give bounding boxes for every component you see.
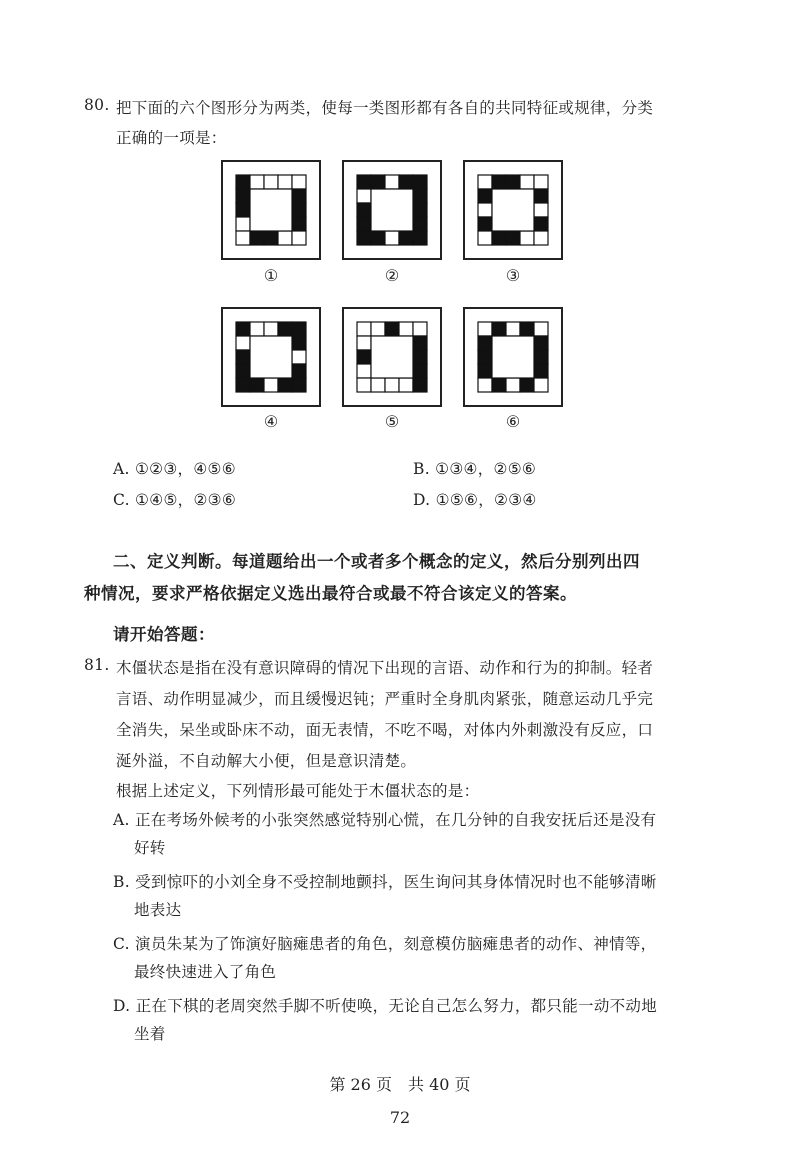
figure-2-cell [413,175,427,189]
figure-5-cell [413,364,427,378]
section2-start: 请开始答题： [113,625,215,644]
figure-5-cell [413,378,427,392]
figure-4-grid [223,309,319,405]
q81-prompt: 根据上述定义，下列情形最可能处于木僵状态的是： [116,782,480,800]
figure-4-cell [264,322,278,336]
q80-option-a[interactable]: A. ①②③，④⑤⑥ [113,460,236,478]
figure-2-cell [413,231,427,245]
figure-3-center [492,189,534,231]
figure-5-cell [413,322,427,336]
figure-3-cell [520,175,534,189]
figure-2-cell [357,203,371,217]
figure-2-cell [357,175,371,189]
figure-6-cell [534,378,548,392]
figure-4-cell [264,378,278,392]
figure-6-cell [534,364,548,378]
figure-5-cell [357,336,371,350]
figure-6-grid [465,309,561,405]
figure-6-cell [478,336,492,350]
figure-5-label: ⑤ [384,412,400,431]
figure-3-cell [520,231,534,245]
figure-5-cell [357,378,371,392]
figure-2-cell [413,189,427,203]
figure-5-cell [385,322,399,336]
figure-3-cell [492,231,506,245]
q80-option-c[interactable]: C. ①④⑤，②③⑥ [113,491,237,509]
figure-4-cell [292,350,306,364]
figure-4-cell [236,364,250,378]
figure-4-cell [236,378,250,392]
figure-2-cell [385,231,399,245]
figure-3-cell [534,203,548,217]
figure-4 [221,307,321,407]
figure-6-cell [534,322,548,336]
figure-5-center [371,336,413,378]
figure-4-center [250,336,292,378]
q81-option-a-line1[interactable]: A. 正在考场外候考的小张突然感觉特别心慌，在几分钟的自我安抚后还是没有 [113,811,657,829]
figure-3-cell [478,189,492,203]
figure-4-cell [250,322,264,336]
figure-3 [463,160,563,260]
q81-text-line2: 言语、动作明显减少，而且缓慢迟钝；严重时全身肌肉紧张，随意运动几乎完 [116,690,654,708]
figure-6-cell [478,378,492,392]
figure-4-cell [236,350,250,364]
figure-4-cell [292,322,306,336]
page-number: 72 [389,1108,411,1127]
figure-1-cell [236,217,250,231]
q80-option-d[interactable]: D. ①⑤⑥，②③④ [413,491,537,509]
figure-1-cell [250,231,264,245]
figure-5-cell [413,336,427,350]
figure-1-cell [236,189,250,203]
figure-5-cell [399,322,413,336]
figure-2 [342,160,442,260]
figure-5-grid [344,309,440,405]
figure-3-cell [534,217,548,231]
figure-4-cell [236,322,250,336]
figure-2-grid [344,162,440,258]
figure-5-cell [371,378,385,392]
figure-4-cell [278,378,292,392]
q81-option-a-line2: 好转 [134,839,166,857]
figure-1-cell [278,231,292,245]
figure-5-cell [399,378,413,392]
figure-6-cell [520,322,534,336]
q81-option-d-line1[interactable]: D. 正在下棋的老周突然手脚不听使唤，无论自己怎么努力，都只能一动不动地 [113,997,658,1015]
figure-1-cell [264,231,278,245]
q81-option-b-line2: 地表达 [134,901,182,919]
figure-2-cell [385,175,399,189]
figure-5-cell [413,350,427,364]
figure-6-label: ⑥ [505,412,521,431]
figure-5-cell [357,322,371,336]
figure-4-cell [278,322,292,336]
q81-text-line1: 木僵状态是指在没有意识障碍的情况下出现的言语、动作和行为的抑制。轻者 [116,659,654,677]
figure-2-cell [399,175,413,189]
figure-4-label: ④ [263,412,279,431]
q81-text-line4: 涎外溢，不自动解大小便，但是意识清楚。 [116,752,417,770]
figure-3-cell [478,217,492,231]
figure-3-cell [478,231,492,245]
figure-1-cell [236,203,250,217]
q81-number: 81. [84,656,110,674]
section2-heading-line2: 种情况，要求严格依据定义选出最符合或最不符合该定义的答案。 [84,584,577,603]
figure-4-cell [236,336,250,350]
q81-option-c-line2: 最终快速进入了角色 [134,963,277,981]
figure-2-cell [371,175,385,189]
figure-4-cell [292,364,306,378]
figure-1-cell [236,231,250,245]
figure-6-cell [520,378,534,392]
q80-text-line1: 把下面的六个图形分为两类，使每一类图形都有各自的共同特征或规律，分类 [116,99,654,117]
figure-2-cell [399,231,413,245]
figure-6 [463,307,563,407]
figure-1-cell [250,175,264,189]
section2-heading-line1: 二、定义判断。每道题给出一个或者多个概念的定义，然后分别列出四 [113,552,640,571]
figure-1-label: ① [263,266,279,285]
figure-1-cell [292,203,306,217]
figure-6-cell [534,350,548,364]
figure-6-cell [478,322,492,336]
q81-text-line3: 全消失，呆坐或卧床不动，面无表情，不吃不喝，对体内外刺激没有反应，口 [116,721,654,739]
figure-1-cell [292,231,306,245]
figure-5-cell [371,322,385,336]
q80-option-b[interactable]: B. ①③④，②⑤⑥ [413,460,537,478]
figure-6-cell [478,350,492,364]
q80-text-line2: 正确的一项是： [116,129,227,147]
figure-5-cell [385,378,399,392]
figure-3-label: ③ [505,266,521,285]
figure-3-cell [534,189,548,203]
q81-option-c-line1[interactable]: C. 演员朱某为了饰演好脑瘫患者的角色，刻意模仿脑瘫患者的动作、神情等， [113,935,657,953]
figure-5-cell [357,364,371,378]
figure-3-cell [478,175,492,189]
figure-3-cell [534,175,548,189]
figure-1-cell [264,175,278,189]
figure-6-center [492,336,534,378]
q81-option-d-line2: 坐着 [134,1025,166,1043]
figure-2-cell [371,231,385,245]
figure-5-cell [357,350,371,364]
figure-1-cell [236,175,250,189]
figure-1-center [250,189,292,231]
figure-2-cell [357,217,371,231]
figure-1-cell [292,189,306,203]
figure-1-cell [278,175,292,189]
figure-1-cell [292,217,306,231]
figure-4-cell [292,336,306,350]
figure-3-cell [506,175,520,189]
figure-6-cell [506,322,520,336]
figure-6-cell [534,336,548,350]
figure-4-cell [292,378,306,392]
figure-1-cell [292,175,306,189]
figure-6-cell [492,322,506,336]
figure-3-cell [492,175,506,189]
figure-2-cell [357,189,371,203]
figure-2-cell [413,203,427,217]
figure-3-cell [534,231,548,245]
figure-2-center [371,189,413,231]
figure-2-label: ② [384,266,400,285]
figure-3-cell [478,203,492,217]
figure-2-cell [413,217,427,231]
page-indicator: 第 26 页 共 40 页 [329,1075,471,1094]
figure-1 [221,160,321,260]
q80-number: 80. [84,96,110,114]
figure-6-cell [492,378,506,392]
figure-5 [342,307,442,407]
figure-6-cell [478,364,492,378]
figure-3-cell [506,231,520,245]
figure-3-grid [465,162,561,258]
figure-4-cell [250,378,264,392]
figure-1-grid [223,162,319,258]
figure-6-cell [506,378,520,392]
q81-option-b-line1[interactable]: B. 受到惊吓的小刘全身不受控制地颤抖，医生询问其身体情况时也不能够清晰 [113,873,657,891]
figure-2-cell [357,231,371,245]
